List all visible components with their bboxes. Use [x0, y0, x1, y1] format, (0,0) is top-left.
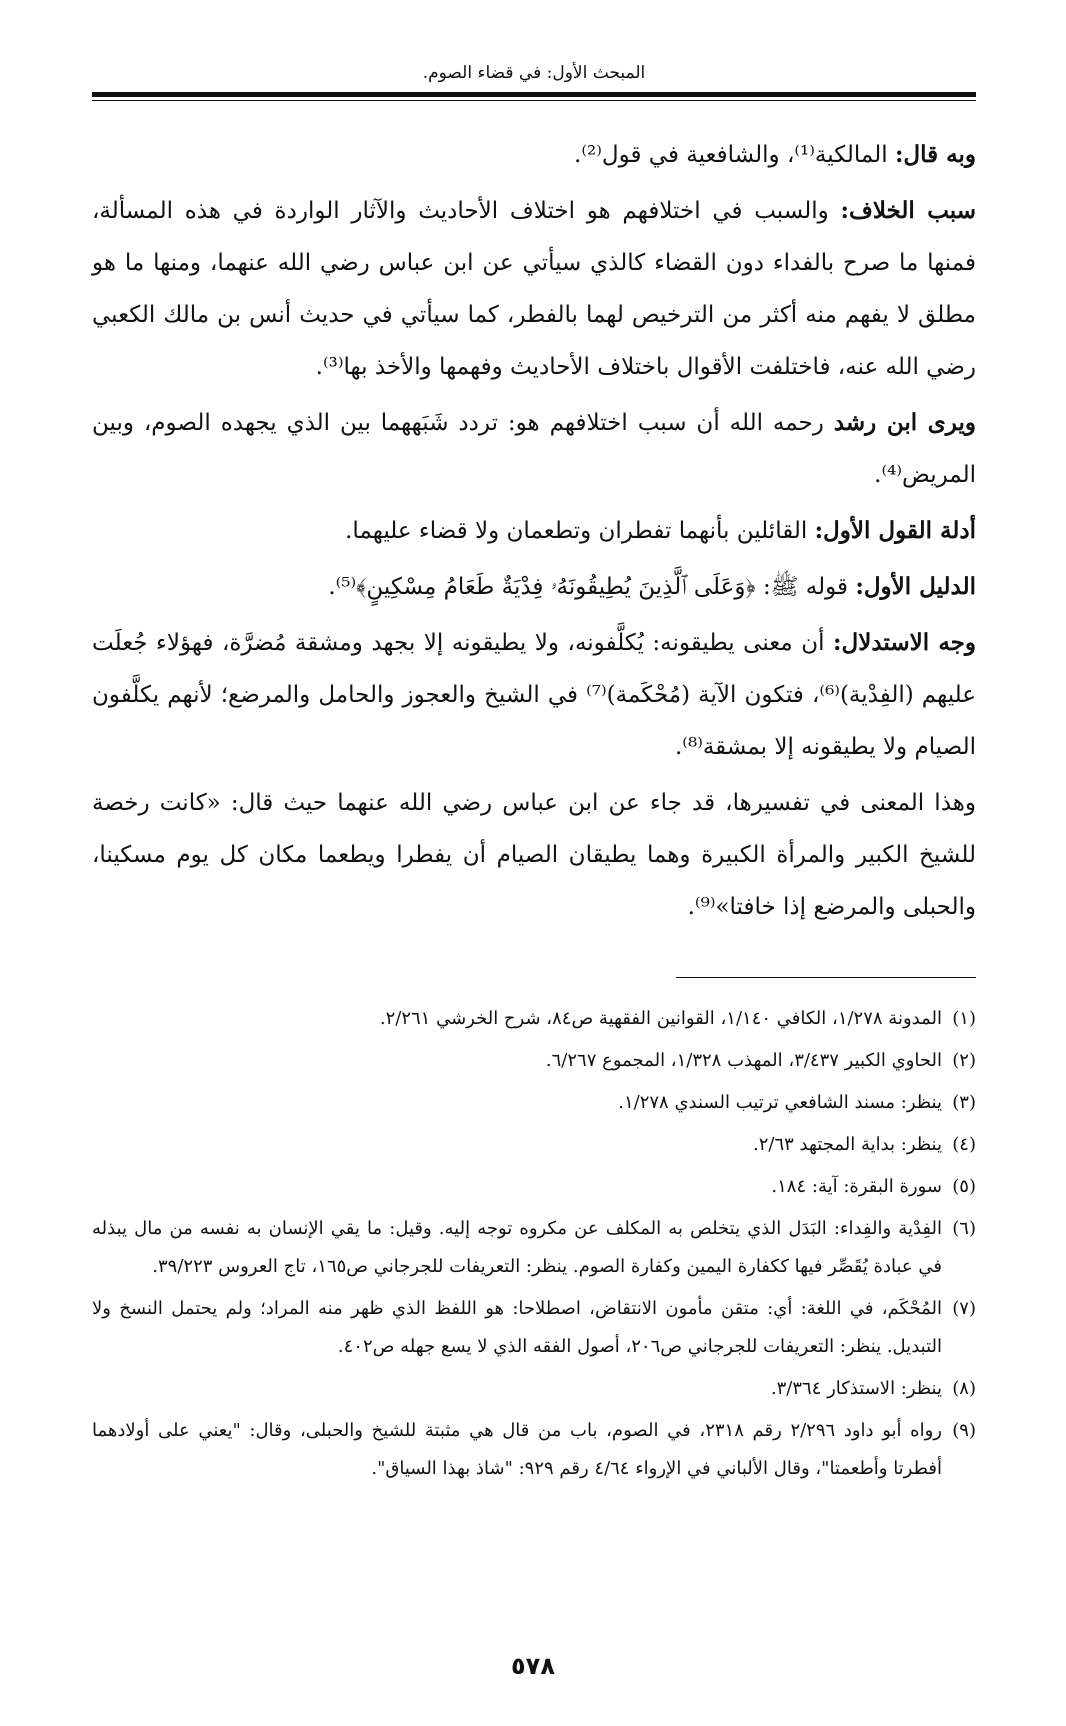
- footnote-text: المُحْكَم، في اللغة: أي: متقن مأمون الانتقاض، اصطلاحا: هو اللفظ الذي ظهر منه المراد؛ ولم يحتمل النسخ ولا التبديل. ينظر: التعريفات للجرجاني ص٢٠٦، أصول الفقه الذي لا يسع جهله ص٤٠٢.: [92, 1298, 942, 1357]
- footnote-text: ينظر: مسند الشافعي ترتيب السندي ١/٢٧٨.: [618, 1092, 942, 1113]
- paragraph-text: قوله ﷺ: ﴿وَعَلَى ٱلَّذِينَ يُطِيقُونَهُۥ فِدْيَةٌ طَعَامُ مِسْكِينٍ﴾⁽⁵⁾.: [328, 574, 856, 600]
- paragraph-ibn-rushd: [92, 397, 976, 501]
- footnote: [92, 1084, 976, 1122]
- footnote-number: (٨): [952, 1378, 976, 1399]
- footnote-number: (٤): [952, 1134, 976, 1155]
- paragraph-text: رحمه الله أن سبب اختلافهم هو: تردد شَبَههما بين الذي يجهده الصوم، وبين المريض⁽⁴⁾.: [92, 410, 976, 488]
- footnote-number: (٩): [952, 1420, 976, 1441]
- footnote-text: سورة البقرة: آية: ١٨٤.: [771, 1176, 942, 1197]
- paragraph-lead: الدليل الأول:: [855, 573, 976, 600]
- footnote-separator: [676, 977, 976, 978]
- footnote-number: (٦): [952, 1218, 976, 1239]
- footnote-text: رواه أبو داود ٢/٢٩٦ رقم ٢٣١٨، في الصوم، باب من قال هي مثبتة للشيخ والحبلى، وقال: "يعني على أولادهما أفطرتا وأطعمتا"، وقال الألباني في الإرواء ٤/٦٤ رقم ٩٢٩: "شاذ بهذا السياق".: [92, 1420, 942, 1479]
- paragraph-inference: [92, 617, 976, 773]
- paragraph-text: أن معنى يطيقونه: يُكلَّفونه، ولا يطيقونه إلا بجهد ومشقة مُضرَّة، فهؤلاء جُعلَت عليهم (الفِدْية)⁽⁶⁾، فتكون الآية (مُحْكَمة)⁽⁷⁾ في الشيخ والعجوز والحامل والمرضع؛ لأنهم يكلَّفون الصيام ولا يطيقونه إلا بمشقة⁽⁸⁾.: [92, 630, 976, 760]
- paragraph-lead: سبب الخلاف:: [840, 197, 976, 224]
- header-rule-thick: [92, 92, 976, 97]
- footnote: [92, 1370, 976, 1408]
- paragraph-text: والسبب في اختلافهم هو اختلاف الأحاديث والآثار الواردة في هذه المسألة، فمنها ما صرح بالفداء دون القضاء كالذي سيأتي عن ابن عباس رضي الله عنهما، ومنها ما هو مطلق لا يفهم منه أكثر من الترخيص لهما بالفطر، كما سيأتي في حديث أنس بن مالك الكعبي رضي الله عنه، فاختلفت الأقوال باختلاف الأحاديث وفهمها والأخذ بها⁽³⁾.: [92, 198, 976, 380]
- main-text: [92, 129, 976, 933]
- page-number: ٥٧٨: [511, 1652, 555, 1680]
- footnote-text: المدونة ١/٢٧٨، الكافي ١/١٤٠، القوانين الفقهية ص٨٤، شرح الخرشي ٢/٢٦١.: [379, 1008, 942, 1029]
- footnote-text: الفِدْية والفِداء: البَدَل الذي يتخلص به المكلف عن مكروه توجه إليه. وقيل: ما يقي الإنسان به نفسه من مال يبذله في عبادة يُقَصِّر فيها ككفارة اليمين وكفارة الصوم. ينظر: التعريفات للجرجاني ص١٦٥، تاج العروس ٣٩/٢٢٣.: [92, 1218, 942, 1277]
- paragraph-ibn-abbas: [92, 777, 976, 933]
- footnote-number: (١): [952, 1008, 976, 1029]
- running-title: المبحث الأول: في قضاء الصوم.: [422, 63, 646, 83]
- footnote-text: الحاوي الكبير ٣/٤٣٧، المهذب ١/٣٢٨، المجموع ٦/٢٦٧.: [545, 1050, 942, 1071]
- footnote-text: ينظر: الاستذكار ٣/٣٦٤.: [770, 1378, 942, 1399]
- footnote-number: (٣): [952, 1092, 976, 1113]
- paragraph-first-evidence: [92, 561, 976, 613]
- footnote-number: (٢): [952, 1050, 976, 1071]
- footnote: [92, 1290, 976, 1366]
- footnote-number: (٧): [952, 1298, 976, 1319]
- paragraph-evidence-heading: [92, 505, 976, 557]
- paragraph-text: المالكية⁽¹⁾، والشافعية في قول⁽²⁾.: [574, 142, 895, 168]
- paragraph-reason: [92, 185, 976, 393]
- paragraph-opinion: [92, 129, 976, 181]
- paragraph-text: وهذا المعنى في تفسيرها، قد جاء عن ابن عباس رضي الله عنهما حيث قال: «كانت رخصة للشيخ الكبير والمرأة الكبيرة وهما يطيقان الصيام أن يفطرا ويطعما مكان كل يوم مسكينا، والحبلى والمرضع إذا خافتا»⁽⁹⁾.: [92, 790, 976, 920]
- paragraph-lead: ويرى ابن رشد: [833, 409, 976, 436]
- footnote: [92, 1210, 976, 1286]
- footnote-text: ينظر: بداية المجتهد ٢/٦٣.: [753, 1134, 942, 1155]
- footnote-number: (٥): [952, 1176, 976, 1197]
- footnote: [92, 1000, 976, 1038]
- header-rule-thin: [92, 100, 976, 101]
- footnote: [92, 1168, 976, 1206]
- footnote: [92, 1412, 976, 1488]
- book-page: [92, 60, 976, 1492]
- footnotes: [92, 1000, 976, 1488]
- paragraph-text: القائلين بأنهما تفطران وتطعمان ولا قضاء عليهما.: [345, 518, 815, 544]
- footnote: [92, 1042, 976, 1080]
- paragraph-lead: وجه الاستدلال:: [833, 629, 976, 656]
- footnote: [92, 1126, 976, 1164]
- paragraph-lead: وبه قال:: [894, 141, 976, 168]
- paragraph-lead: أدلة القول الأول:: [814, 517, 976, 544]
